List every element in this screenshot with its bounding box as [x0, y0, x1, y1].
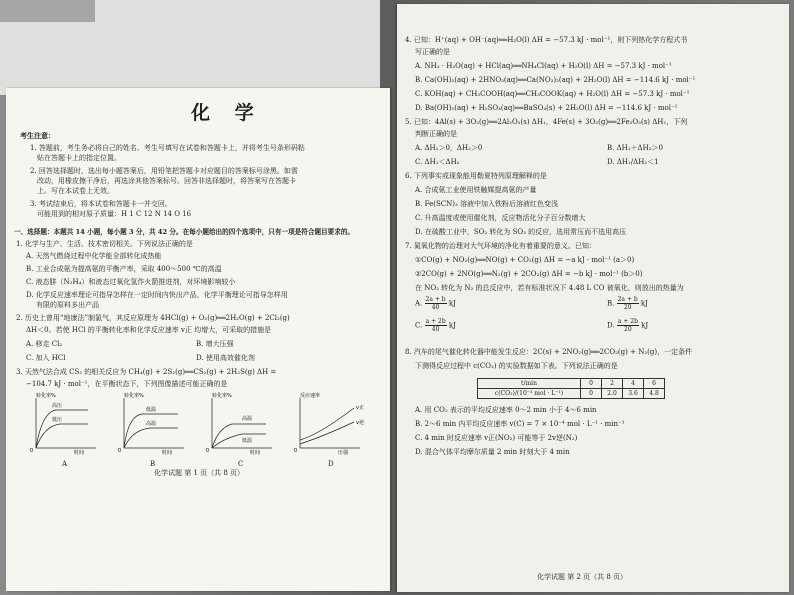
paper-strip-top	[0, 0, 380, 95]
graph-option-label: A	[62, 460, 68, 468]
graph-option-b	[114, 394, 194, 456]
graph-option-label: B	[150, 460, 156, 468]
curve-label: 低压	[52, 417, 63, 423]
curve-label: 低温	[146, 407, 157, 413]
table-cell: 6	[644, 379, 665, 389]
option-text: C. ΔH₁＜ΔH₂	[415, 158, 460, 166]
chart-ylabel: 转化率%	[212, 393, 232, 399]
question-stem-cont: 判断正确的是	[415, 130, 457, 138]
chart-xlabel: 时间	[250, 450, 261, 456]
option-text: B. Fe(SCN)₃ 溶液中加入铁粉后溶液红色变浅	[415, 200, 558, 208]
option-text: D. Ba(OH)₂(aq) + H₂SO₄(aq)══BaSO₄(s) + 2H₂O(l) ΔH = −114.6 kJ · mol⁻¹	[415, 104, 678, 112]
option-text: A. ΔH₁＞0，ΔH₂＞0	[415, 144, 483, 152]
table-cell: 2.0	[602, 389, 623, 399]
table-row	[478, 389, 665, 399]
option-text: D. 混合气体平均摩尔质量 2 min 时刻大于 4 min	[415, 448, 570, 456]
curve-label: 高温	[242, 416, 253, 422]
curve-label: 高压	[52, 403, 63, 409]
option-text: A. 天然气燃烧过程中化学能全部转化成热能	[26, 252, 162, 260]
chart-origin: 0	[206, 448, 210, 454]
question-stem-cont: ΔH＜0。若使 HCl 的平衡转化率和化学反应速率 v正 均增大，可采取的措施是	[26, 326, 272, 334]
table-header-row	[478, 379, 665, 389]
chart-origin: 0	[30, 448, 34, 454]
question-stem-cont: 在 NO₂ 转化为 N₂ 的总反应中，若有标准状况下 4.48 L CO 被氧化，则放出的热量为	[415, 284, 684, 292]
notice-line: 上。写在本试卷上无效。	[37, 187, 114, 195]
notice-line: 1. 答题前，考生务必将自己的姓名、考生号填写在试卷和答题卡上，并将考生号条形码粘	[30, 144, 305, 152]
table-cell: 0	[581, 379, 602, 389]
question-stem: 6. 下列事实或现象能用勒夏特列原理解释的是	[405, 172, 547, 180]
option-fraction: A. $\frac{2a + b}{40}$ kJ	[415, 296, 456, 311]
question-stem-cont: 写正确的是	[415, 48, 450, 56]
option-text: A. 合成氨工业使用铁触媒提高氨的产量	[415, 186, 537, 194]
notice-line: 2. 回答选择题时，选出每小题答案后，用铅笔把答题卡对应题目的答案标号涂黑。如需	[30, 167, 298, 175]
table-cell: 2	[602, 379, 623, 389]
option-text: C. 液态肼（N₂H₄）和液态过氧化氢作火箭推进剂，对环境影响较小	[26, 278, 236, 286]
option-text: D. 使用高效催化剂	[196, 354, 255, 362]
question-stem: 5. 已知：4Al(s) + 3O₂(g)══2Al₂O₃(s) ΔH₁，4Fe(s) + 3O₂(g)══2Fe₂O₃(s) ΔH₂，下列	[405, 118, 688, 126]
option-text: A. 用 CO₂ 表示的平均反应速率 0～2 min 小于 4～6 min	[415, 406, 597, 414]
question-stem: 4. 已知：H⁺(aq) + OH⁻(aq)══H₂O(l) ΔH = −57.3 kJ · mol⁻¹，则下列热化学方程式书	[405, 36, 688, 44]
table-cell: c(CO₂)/(10⁻³ mol · L⁻¹)	[478, 389, 581, 399]
option-fraction: C. $\frac{a + 2b}{40}$ kJ	[415, 318, 456, 333]
option-text: C. 4 min 时反应速率 v正(NO₂) 可能等于 2v逆(N₂)	[415, 434, 578, 442]
section-heading: 一、选择题：本题共 14 小题，每小题 3 分，共 42 分。在每小题给出的四个选项中，只有一项是符合题目要求的。	[14, 228, 355, 236]
option-text: D. ΔH₁/ΔH₂＜1	[607, 158, 659, 166]
exam-page-1	[6, 88, 390, 591]
page-title: 化 学	[191, 102, 263, 124]
table-cell: 3.6	[623, 389, 644, 399]
reaction-line: ①CO(g) + NO₂(g)══NO(g) + CO₂(g) ΔH = −a kJ · mol⁻¹ (a＞0)	[415, 256, 635, 264]
table-cell: 0	[581, 389, 602, 399]
chart-xlabel: 压强	[338, 450, 349, 456]
curve-label: 低温	[242, 438, 253, 444]
notice-line: 改动，用橡皮擦干净后，再选涂其他答案标号。回答非选择题时，将答案写在答题卡	[37, 177, 296, 185]
table-cell: 4	[623, 379, 644, 389]
notice-line: 3. 考试结束后，将本试卷和答题卡一并交回。	[30, 200, 172, 208]
notice-line: 贴在答题卡上的指定位置。	[37, 154, 121, 162]
option-text: B. 工业合成氨为提高氨的平衡产率，采取 400～500 ℃的高温	[26, 265, 222, 273]
table-cell: t/min	[478, 379, 581, 389]
graph-option-label: C	[238, 460, 244, 468]
option-text: D. 在硫酸工业中，SO₂ 转化为 SO₃ 的反应，选用常压而不选用高压	[415, 228, 627, 236]
chart-ylabel: 转化率%	[36, 393, 56, 399]
chart-ylabel: 转化率%	[124, 393, 144, 399]
page-footer: 化学试题 第 2 页（共 8 页）	[537, 573, 628, 581]
option-text: C. 加入 HCl	[26, 354, 66, 362]
graph-option-label: D	[328, 460, 334, 468]
curve-label: v正	[356, 405, 364, 411]
question-stem: 1. 化学与生产、生活、技术密切相关。下列说法正确的是	[16, 240, 193, 248]
option-text: D. 化学反应速率理论可指导怎样在一定时间内快出产品，化学平衡理论可指导怎样用	[26, 291, 288, 299]
data-table	[477, 378, 665, 399]
curve-label: 高温	[146, 421, 157, 427]
chart-xlabel: 时间	[162, 450, 173, 456]
option-text: B. 增大压强	[196, 340, 234, 348]
option-text: B. ΔH₁＋ΔH₂＞0	[607, 144, 663, 152]
question-stem: 3. 天然气法合成 CS₂ 的相关反应为 CH₄(g) + 2S₂(g)══CS₂(g) + 2H₂S(g) ΔH =	[16, 368, 277, 376]
chart-origin: 0	[294, 448, 298, 454]
option-text-cont: 有限的原料多出产品	[36, 301, 99, 309]
exam-page-2	[397, 4, 789, 592]
page-footer: 化学试题 第 1 页（共 8 页）	[154, 469, 245, 477]
graph-option-c	[202, 394, 282, 456]
question-stem-cont: 下测得反应过程中 c(CO₂) 的实验数据如下表。下列说法正确的是	[415, 362, 618, 370]
curve-label: v逆	[356, 420, 364, 426]
chart-ylabel: 反应速率	[300, 393, 321, 399]
chart-origin: 0	[118, 448, 122, 454]
option-fraction: D. $\frac{a + 2b}{20}$ kJ	[607, 318, 649, 333]
reaction-line: ②2CO(g) + 2NO(g)══N₂(g) + 2CO₂(g) ΔH = −b kJ · mol⁻¹ (b＞0)	[415, 270, 643, 278]
question-stem: 7. 氮氧化物的治理对大气环境的净化有着重要的意义。已知：	[405, 242, 596, 250]
option-text: A. NH₃ · H₂O(aq) + HCl(aq)══NH₄Cl(aq) + H₂O(l) ΔH = −57.3 kJ · mol⁻¹	[415, 62, 672, 70]
option-text: B. Ca(OH)₂(aq) + 2HNO₃(aq)══Ca(NO₃)₂(aq) + 2H₂O(l) ΔH = −114.6 kJ · mol⁻¹	[415, 76, 696, 84]
graph-option-d	[290, 394, 374, 456]
notice-heading: 考生注意：	[20, 131, 55, 140]
option-text: C. KOH(aq) + CH₃COOH(aq)══CH₃COOK(aq) + H₂O(l) ΔH = −57.3 kJ · mol⁻¹	[415, 90, 690, 98]
notice-line: 可能用到的相对原子质量：H 1 C 12 N 14 O 16	[37, 210, 192, 218]
option-text: C. 升高温度或使用催化剂，反应物活化分子百分数增大	[415, 214, 586, 222]
option-fraction: B. $\frac{2a + b}{20}$ kJ	[607, 296, 648, 311]
option-text: A. 移走 Cl₂	[26, 340, 63, 348]
chart-xlabel: 时间	[74, 450, 85, 456]
graph-option-a	[26, 394, 106, 456]
option-text: B. 2～6 min 内平均反应速率 v(C) = 7 × 10⁻⁴ mol · L⁻¹ · min⁻¹	[415, 420, 625, 428]
question-stem: 8. 汽车的尾气催化转化器中能发生反应：2C(s) + 2NO₂(g)══2CO₂(g) + N₂(g)，一定条件	[405, 348, 693, 356]
table-cell: 4.8	[644, 389, 665, 399]
question-stem-cont: −104.7 kJ · mol⁻¹，在平衡状态下，下列图像描述可能正确的是	[26, 380, 228, 388]
question-stem: 2. 历史上曾用“地康法”制氯气，其反应原理为 4HCl(g) + O₂(g)══2H₂O(g) + 2Cl₂(g)	[16, 314, 290, 322]
